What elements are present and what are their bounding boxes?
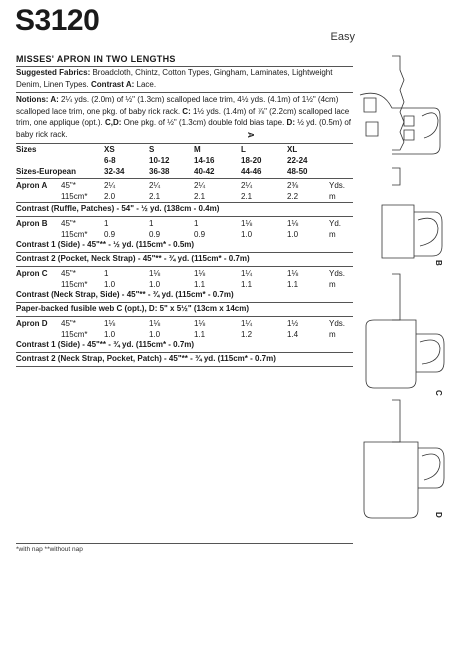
notions-text-4: ½ yd. (0.5m) of baby rick rack. (16, 118, 352, 139)
yardage-row (16, 180, 353, 191)
yardage-value: 0.9 (104, 230, 116, 239)
unit-label: m (329, 192, 336, 201)
contrast-line: Contrast 2 (Neck Strap, Pocket, Patch) - 45"** - ¾ yd. (115cm* - 0.7m) (16, 354, 276, 363)
view-label: Apron A (16, 181, 48, 190)
yardage-value: 1.1 (287, 280, 299, 289)
contrast-a-text: Lace. (134, 79, 157, 89)
size-euro: 44-46 (241, 167, 262, 176)
apron-c-illustration (366, 274, 444, 388)
yardage-value: 2.0 (104, 192, 116, 201)
size-us: 22-24 (287, 156, 308, 165)
notions-text-2: 1½ yds. (1.4m) of ⅞" (2.2cm) scalloped lace trim, one applique (opt.). (16, 106, 350, 127)
yardage-value: 1.1 (241, 280, 253, 289)
fabrics-label: Suggested Fabrics: (16, 68, 91, 77)
yardage-value: 1⅛ (149, 269, 161, 278)
yardage-value: 2.1 (241, 192, 253, 201)
unit-label: Yds. (329, 319, 346, 328)
unit-label: m (329, 280, 336, 289)
yardage-value: 1.0 (149, 330, 161, 339)
sizes-euro-label: Sizes-European (16, 167, 77, 176)
sizes-label: Sizes (16, 145, 37, 154)
apron-d-illustration (364, 400, 444, 518)
pattern-number: S3120 (15, 4, 100, 37)
header-rule (16, 178, 353, 179)
view-letter: A (246, 132, 255, 138)
contrast-line: Paper-backed fusible web C (opt.), D: 5" x 5½" (13cm x 14cm) (16, 304, 249, 313)
fabric-width: 45"* (61, 181, 76, 190)
fabrics-paragraph (16, 67, 352, 90)
yardage-value: 2⅜ (287, 181, 299, 190)
row-rule (16, 302, 353, 303)
contrast-a-label: Contrast A: (91, 79, 135, 89)
yardage-value: 1 (194, 219, 199, 228)
yardage-value: 2¼ (194, 181, 206, 190)
fabric-width: 45"* (61, 269, 76, 278)
size-letter: XL (287, 145, 298, 154)
unit-label: Yd. (329, 219, 342, 228)
yardage-value: 1.2 (241, 330, 253, 339)
fabric-width: 115cm* (61, 192, 88, 201)
yardage-value: 1.4 (287, 330, 299, 339)
yardage-value: 1½ (287, 319, 299, 328)
unit-label: m (329, 230, 336, 239)
sizes-us-row (16, 155, 353, 166)
yardage-value: 2¼ (149, 181, 161, 190)
contrast-line: Contrast (Ruffle, Patches) - 54" - ½ yd. (138cm - 0.4m) (16, 204, 220, 213)
fabrics-rule (16, 92, 353, 93)
yardage-value: 1⅛ (104, 319, 116, 328)
notions-c-label: C: (182, 106, 191, 116)
yardage-value: 1⅛ (194, 269, 206, 278)
yardage-value: 1 (104, 219, 109, 228)
fabrics-text: Broadcloth, Chintz, Cotton Types, Gingham, Laminates, Lightweight Denim, Linen Types. (16, 68, 333, 89)
size-letter: S (149, 145, 155, 154)
unit-label: Yds. (329, 181, 346, 190)
notions-text-3: One pkg. of ½" (1.3cm) double fold bias tape. (121, 118, 287, 127)
yardage-value: 1.0 (287, 230, 299, 239)
view-letter: B (434, 260, 443, 266)
size-letter: XS (104, 145, 115, 154)
size-euro: 48-50 (287, 167, 308, 176)
notions-cd-label: C,D: (104, 118, 122, 127)
row-rule (16, 266, 353, 267)
yardage-value: 2¼ (241, 181, 253, 190)
contrast-line: Contrast 1 (Side) - 45"** - ½ yd. (115cm* - 0.5m) (16, 240, 195, 249)
contrast-line: Contrast 1 (Side) - 45"** - ¾ yd. (115cm* - 0.7m) (16, 340, 195, 349)
yardage-value: 1 (149, 219, 154, 228)
yardage-value: 2.2 (287, 192, 299, 201)
yardage-value: 1⅛ (149, 319, 161, 328)
yardage-value: 1⅛ (287, 269, 299, 278)
fabric-width: 45"* (61, 219, 76, 228)
yardage-value: 0.9 (149, 230, 161, 239)
yardage-row (16, 218, 353, 229)
row-rule (16, 316, 353, 317)
difficulty-label: Easy (330, 31, 355, 43)
yardage-value: 1.0 (104, 280, 116, 289)
notions-d-label: D: (286, 118, 295, 127)
contrast-line: Contrast (Neck Strap, Side) - 45"** - ¾ yd. (115cm* - 0.7m) (16, 290, 234, 299)
fabric-width: 115cm* (61, 280, 88, 289)
view-letter: C (434, 390, 443, 396)
yardage-value: 2.1 (149, 192, 161, 201)
contrast-line: Contrast 2 (Pocket, Neck Strap) - 45"** - ¾ yd. (115cm* - 0.7m) (16, 254, 250, 263)
yardage-value: 0.9 (194, 230, 206, 239)
size-us: 14-16 (194, 156, 215, 165)
fabric-width: 115cm* (61, 230, 88, 239)
yardage-value: 1¼ (241, 319, 253, 328)
yardage-value: 2.1 (194, 192, 206, 201)
yardage-row (16, 279, 353, 290)
unit-label: m (329, 330, 336, 339)
size-euro: 32-34 (104, 167, 125, 176)
size-letter: M (194, 145, 201, 154)
footnote-rule (16, 543, 353, 544)
view-letter: D (434, 512, 443, 518)
yardage-value: 1.0 (241, 230, 253, 239)
size-us: 18-20 (241, 156, 262, 165)
yardage-value: 1 (104, 269, 109, 278)
yardage-value: 1⅛ (287, 219, 299, 228)
size-euro: 40-42 (194, 167, 215, 176)
row-rule (16, 252, 353, 253)
fabric-width: 45"* (61, 319, 76, 328)
yardage-value: 1.0 (149, 280, 161, 289)
sizes-letter-row (16, 144, 353, 155)
view-label: Apron C (16, 269, 48, 278)
notions-paragraph (16, 94, 352, 140)
yardage-row (16, 229, 353, 240)
yardage-value: 1.0 (104, 330, 116, 339)
row-rule (16, 352, 353, 353)
yardage-row (16, 191, 353, 202)
row-rule (16, 366, 353, 367)
yardage-value: 1.1 (194, 280, 206, 289)
yardage-value: 1.1 (194, 330, 206, 339)
pattern-title: MISSES' APRON IN TWO LENGTHS (16, 54, 176, 64)
size-us: 10-12 (149, 156, 170, 165)
size-letter: L (241, 145, 246, 154)
notions-label: Notions: A: (16, 95, 59, 104)
yardage-row (16, 329, 353, 340)
yardage-row (16, 268, 353, 279)
size-us: 6-8 (104, 156, 116, 165)
yardage-row (16, 318, 353, 329)
yardage-value: 1¼ (241, 269, 253, 278)
size-euro: 36-38 (149, 167, 170, 176)
unit-label: Yds. (329, 269, 346, 278)
apron-b-illustration (382, 168, 442, 258)
view-label: Apron D (16, 319, 48, 328)
yardage-value: 2¼ (104, 181, 116, 190)
apron-a-illustration (360, 56, 440, 154)
yardage-value: 1⅛ (241, 219, 253, 228)
footnote: *with nap **without nap (16, 546, 83, 553)
yardage-value: 1⅛ (194, 319, 206, 328)
row-rule (16, 216, 353, 217)
fabric-width: 115cm* (61, 330, 88, 339)
sizes-euro-row (16, 166, 353, 177)
notions-text-1: 2¼ yds. (2.0m) of ½" (1.3cm) scalloped lace trim, 4½ yds. (4.1m) of 1½" (4cm) scalloped lace trim, one pkg. of baby rick rack. (16, 95, 339, 116)
view-label: Apron B (16, 219, 48, 228)
row-rule (16, 202, 353, 203)
